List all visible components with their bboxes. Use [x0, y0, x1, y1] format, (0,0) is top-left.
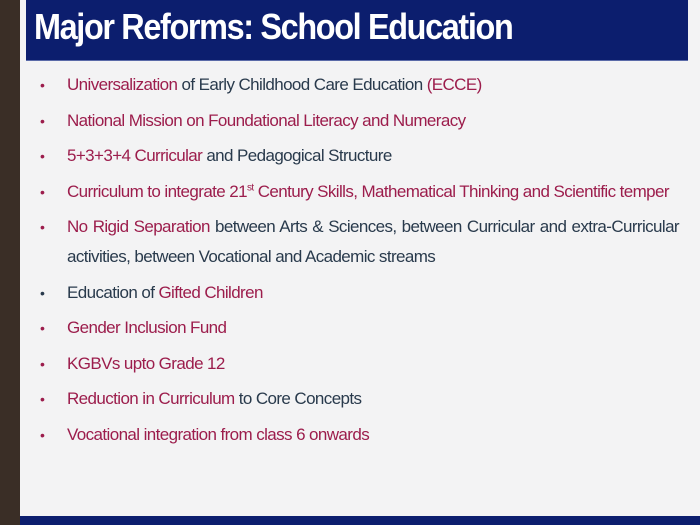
title-bar: [26, 0, 688, 61]
item-text-segment: (ECCE): [426, 75, 482, 94]
list-item: [34, 313, 679, 343]
list-item: [34, 278, 679, 308]
item-text-segment: Gender Inclusion Fund: [67, 318, 227, 337]
list-item: [34, 420, 679, 450]
item-text-segment: Education of: [67, 282, 159, 302]
item-text-segment: Vocational integration from class 6 onwards: [67, 424, 370, 444]
bullet-icon: •: [40, 320, 45, 336]
bullet-icon: •: [40, 183, 45, 200]
item-text-segment: Gifted Children: [158, 282, 263, 302]
bullet-icon: •: [40, 355, 45, 372]
item-text-segment: Reduction in Curriculum: [67, 389, 239, 408]
item-text-segment: Curriculum to integrate 21: [67, 181, 247, 201]
slide-title: Major Reforms: School Education: [34, 6, 513, 47]
list-item: [34, 141, 679, 171]
item-text-segment: No Rigid Separation: [67, 217, 215, 236]
bullet-icon: •: [40, 426, 45, 443]
item-text-segment: between Arts & Sciences, between Curricular and extra-Curricular activities, between Vocational and Academic streams: [67, 217, 679, 266]
item-text-segment: of Early Childhood Care Education: [181, 75, 427, 94]
item-text-segment: to Core Concepts: [238, 389, 362, 408]
list-item: [34, 349, 679, 379]
item-text-segment: and Pedagogical Structure: [206, 146, 392, 165]
list-item: [34, 177, 679, 207]
list-item: [34, 106, 679, 136]
slide: [20, 0, 700, 525]
bullet-icon: •: [40, 219, 45, 235]
item-text-segment: KGBVs upto Grade 12: [67, 353, 225, 373]
bullet-icon: •: [40, 284, 45, 301]
bullet-icon: •: [40, 391, 45, 407]
reform-list: [34, 70, 679, 455]
item-text-segment: st: [247, 181, 254, 193]
bullet-icon: •: [40, 77, 45, 93]
bullet-icon: •: [40, 148, 45, 164]
bullet-icon: •: [40, 112, 45, 129]
item-text-segment: Universalization: [67, 75, 182, 94]
item-text-segment: National Mission on Foundational Literacy and Numeracy: [67, 110, 466, 130]
footer-bar: [20, 516, 700, 525]
list-item: [34, 384, 679, 414]
item-text-segment: 5+3+3+4 Curricular: [67, 146, 207, 165]
list-item: [34, 70, 679, 100]
list-item: [34, 212, 679, 272]
item-text-segment: Century Skills, Mathematical Thinking and Scientific temper: [253, 181, 669, 201]
